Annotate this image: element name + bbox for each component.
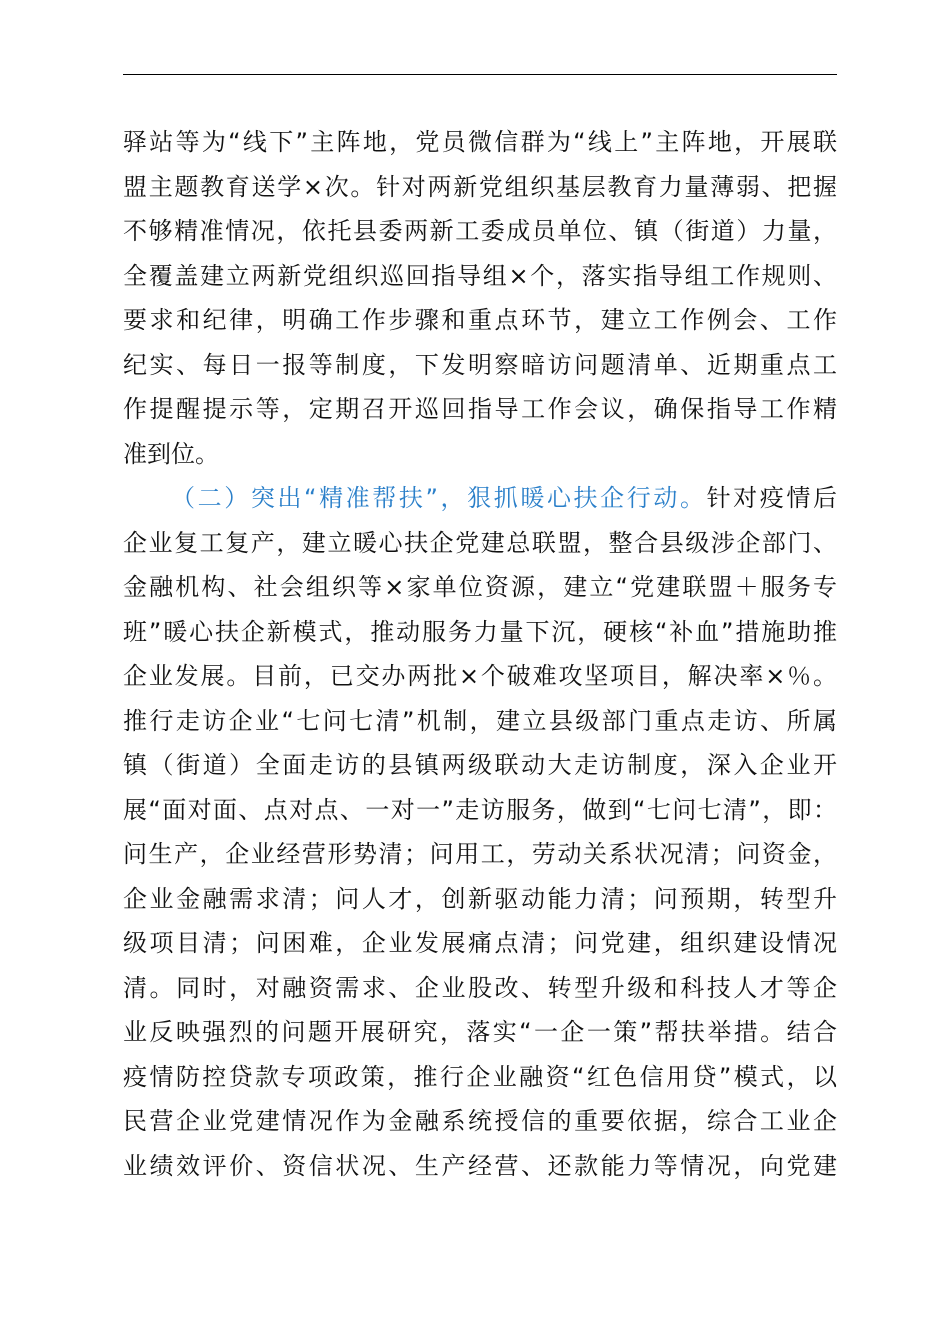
paragraph-line: 推行走访企业“七问七清”机制，建立县级部门重点走访、所属 <box>123 706 837 735</box>
paragraph-line: 不够精准情况，依托县委两新工委成员单位、镇（街道）力量， <box>123 217 837 245</box>
paragraph-line: 金融机构、社会组织等×家单位资源，建立“党建联盟＋服务专 <box>123 573 837 601</box>
paragraph-line: 驿站等为“线下”主阵地，党员微信群为“线上”主阵地，开展联 <box>123 128 837 156</box>
paragraph-line: 要求和纪律，明确工作步骤和重点环节，建立工作例会、工作 <box>123 306 837 334</box>
paragraph-line: 盟主题教育送学×次。针对两新党组织基层教育力量薄弱、把握 <box>123 172 837 201</box>
paragraph-line: 纪实、每日一报等制度，下发明察暗访问题清单、近期重点工 <box>123 350 837 379</box>
paragraph-line: 民营企业党建情况作为金融系统授信的重要依据，综合工业企 <box>123 1107 837 1135</box>
body-text <box>123 120 837 1188</box>
header-rule <box>123 74 837 75</box>
paragraph-line: 级项目清；问困难，企业发展痛点清；问党建，组织建设情况 <box>123 929 837 957</box>
paragraph-line: 准到位。 <box>123 439 219 468</box>
section-heading: （二）突出“精准帮扶”，狠抓暖心扶企行动。 <box>171 484 707 512</box>
paragraph-text: 针对疫情后 <box>706 484 837 512</box>
paragraph-line: 业反映强烈的问题开展研究，落实“一企一策”帮扶举措。结合 <box>123 1018 837 1046</box>
paragraph-line: 清。同时，对融资需求、企业股改、转型升级和科技人才等企 <box>123 973 837 1002</box>
paragraph-line: 展“面对面、点对点、一对一”走访服务，做到“七问七清”，即： <box>123 795 837 824</box>
paragraph-line: 全覆盖建立两新党组织巡回指导组×个，落实指导组工作规则、 <box>123 261 837 290</box>
paragraph-line: 企业复工复产，建立暖心扶企党建总联盟，整合县级涉企部门、 <box>123 528 837 557</box>
paragraph-line: 企业金融需求清；问人才，创新驱动能力清；问预期，转型升 <box>123 884 837 913</box>
paragraph-line: 业绩效评价、资信状况、生产经营、还款能力等情况，向党建 <box>123 1151 837 1180</box>
paragraph-line: 疫情防控贷款专项政策，推行企业融资“红色信用贷”模式，以 <box>123 1062 837 1091</box>
paragraph-line: 企业发展。目前，已交办两批×个破难攻坚项目，解决率×％。 <box>123 662 837 690</box>
paragraph-line: 作提醒提示等，定期召开巡回指导工作会议，确保指导工作精 <box>123 395 837 423</box>
paragraph-line: 镇（街道）全面走访的县镇两级联动大走访制度，深入企业开 <box>123 751 837 779</box>
section-heading-line <box>123 476 837 521</box>
paragraph-line: 班”暖心扶企新模式，推动服务力量下沉，硬核“补血”措施助推 <box>123 617 837 646</box>
paragraph-line: 问生产，企业经营形势清；问用工，劳动关系状况清；问资金， <box>123 840 837 868</box>
